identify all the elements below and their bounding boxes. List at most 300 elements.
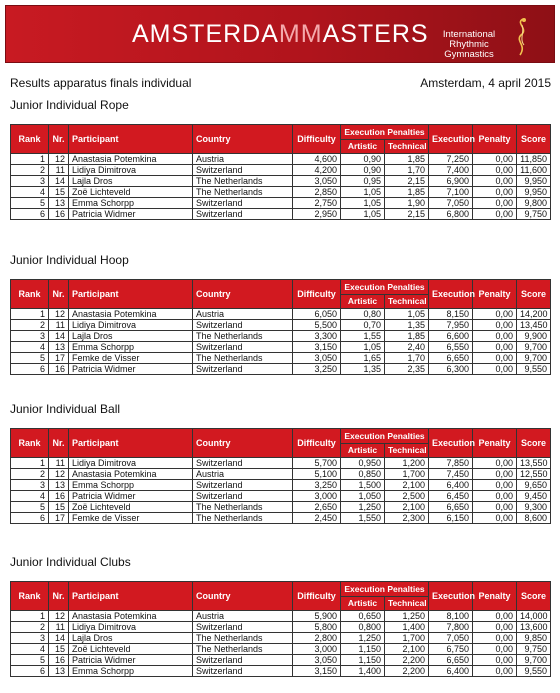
table-cell: 0,00 bbox=[473, 513, 517, 524]
table-cell: 2 bbox=[11, 622, 49, 633]
table-cell: 0,00 bbox=[473, 154, 517, 165]
table-cell: 1,400 bbox=[385, 622, 429, 633]
table-cell: 1,250 bbox=[341, 633, 385, 644]
results-section bbox=[10, 98, 550, 220]
col-difficulty: Difficulty bbox=[293, 429, 341, 458]
col-country: Country bbox=[193, 429, 293, 458]
table-cell: 0,00 bbox=[473, 187, 517, 198]
col-execution: Execution bbox=[429, 280, 473, 309]
col-artistic: Artistic bbox=[341, 139, 385, 154]
table-cell: 6,750 bbox=[429, 644, 473, 655]
table-cell: 9,550 bbox=[517, 666, 551, 677]
table-cell: 0,800 bbox=[341, 622, 385, 633]
table-cell: 0,00 bbox=[473, 655, 517, 666]
table-cell: Zoë Lichteveld bbox=[69, 187, 193, 198]
table-row bbox=[11, 309, 551, 320]
table-cell: 5,700 bbox=[293, 458, 341, 469]
table-cell: 9,800 bbox=[517, 198, 551, 209]
table-row bbox=[11, 342, 551, 353]
table-cell: 11 bbox=[49, 458, 69, 469]
table-cell: 2,200 bbox=[385, 655, 429, 666]
table-cell: 3,150 bbox=[293, 342, 341, 353]
table-cell: Lidiya Dimitrova bbox=[69, 622, 193, 633]
table-cell: 1,35 bbox=[385, 320, 429, 331]
table-cell: 15 bbox=[49, 502, 69, 513]
table-cell: 0,00 bbox=[473, 633, 517, 644]
table-cell: 6,800 bbox=[429, 209, 473, 220]
table-cell: 2,800 bbox=[293, 633, 341, 644]
table-row bbox=[11, 176, 551, 187]
table-cell: 6,650 bbox=[429, 353, 473, 364]
table-cell: 0,00 bbox=[473, 622, 517, 633]
col-participant: Participant bbox=[69, 125, 193, 154]
table-cell: 0,00 bbox=[473, 611, 517, 622]
table-cell: 1,05 bbox=[341, 209, 385, 220]
table-cell: 0,00 bbox=[473, 165, 517, 176]
table-cell: 0,90 bbox=[341, 154, 385, 165]
table-cell: 1,500 bbox=[341, 480, 385, 491]
table-cell: 3 bbox=[11, 633, 49, 644]
table-cell: 6,650 bbox=[429, 502, 473, 513]
table-cell: 0,00 bbox=[473, 176, 517, 187]
table-cell: Anastasia Potemkina bbox=[69, 469, 193, 480]
col-score: Score bbox=[517, 429, 551, 458]
table-cell: 1,05 bbox=[341, 198, 385, 209]
table-cell: The Netherlands bbox=[193, 176, 293, 187]
table-cell: 5,100 bbox=[293, 469, 341, 480]
table-cell: 13 bbox=[49, 480, 69, 491]
table-cell: 2 bbox=[11, 320, 49, 331]
col-technical: Technical bbox=[385, 443, 429, 458]
table-cell: 0,00 bbox=[473, 480, 517, 491]
table-cell: 1,150 bbox=[341, 644, 385, 655]
table-cell: 13,600 bbox=[517, 622, 551, 633]
table-cell: 2,35 bbox=[385, 364, 429, 375]
table-cell: 1,65 bbox=[341, 353, 385, 364]
col-penalty: Penalty bbox=[473, 125, 517, 154]
table-cell: 9,450 bbox=[517, 491, 551, 502]
table-cell: Switzerland bbox=[193, 655, 293, 666]
table-cell: 6,600 bbox=[429, 331, 473, 342]
table-cell: 5,900 bbox=[293, 611, 341, 622]
table-cell: Patricia Widmer bbox=[69, 655, 193, 666]
table-cell: 3 bbox=[11, 176, 49, 187]
table-cell: Lajla Dros bbox=[69, 633, 193, 644]
col-execution: Execution bbox=[429, 125, 473, 154]
table-cell: 13 bbox=[49, 666, 69, 677]
table-cell: 1,250 bbox=[341, 502, 385, 513]
results-table bbox=[10, 581, 551, 677]
table-cell: 6,300 bbox=[429, 364, 473, 375]
col-execution: Execution bbox=[429, 429, 473, 458]
table-cell: Lidiya Dimitrova bbox=[69, 458, 193, 469]
table-cell: 9,750 bbox=[517, 209, 551, 220]
table-cell: 3,050 bbox=[293, 176, 341, 187]
table-cell: 3,150 bbox=[293, 666, 341, 677]
col-artistic: Artistic bbox=[341, 443, 385, 458]
table-cell: 3,050 bbox=[293, 655, 341, 666]
table-cell: 0,00 bbox=[473, 320, 517, 331]
table-cell: 1,35 bbox=[341, 364, 385, 375]
col-rank: Rank bbox=[11, 429, 49, 458]
col-penalty: Penalty bbox=[473, 429, 517, 458]
table-cell: 0,00 bbox=[473, 364, 517, 375]
table-cell: 1,85 bbox=[385, 331, 429, 342]
table-cell: 4 bbox=[11, 644, 49, 655]
section-title: Junior Individual Clubs bbox=[10, 555, 131, 569]
table-cell: 14,200 bbox=[517, 309, 551, 320]
table-cell: 11,850 bbox=[517, 154, 551, 165]
table-cell: 11,600 bbox=[517, 165, 551, 176]
table-cell: 3,250 bbox=[293, 364, 341, 375]
table-cell: Switzerland bbox=[193, 364, 293, 375]
event-logo: AMSTERDAMMASTERS bbox=[132, 20, 429, 48]
table-cell: Lidiya Dimitrova bbox=[69, 165, 193, 176]
table-cell: 7,450 bbox=[429, 469, 473, 480]
table-row bbox=[11, 480, 551, 491]
table-cell: 12 bbox=[49, 309, 69, 320]
table-cell: Emma Schorpp bbox=[69, 342, 193, 353]
table-cell: 9,700 bbox=[517, 353, 551, 364]
table-row bbox=[11, 154, 551, 165]
table-cell: 13,550 bbox=[517, 458, 551, 469]
table-cell: 1,200 bbox=[385, 458, 429, 469]
col-country: Country bbox=[193, 125, 293, 154]
col-execution-penalties: Execution Penalties bbox=[341, 280, 429, 295]
col-country: Country bbox=[193, 280, 293, 309]
table-cell: 9,300 bbox=[517, 502, 551, 513]
brand-text: International Rhythmic Gymnastics bbox=[442, 29, 496, 60]
col-execution-penalties: Execution Penalties bbox=[341, 582, 429, 597]
results-table bbox=[10, 428, 551, 524]
table-cell: Switzerland bbox=[193, 666, 293, 677]
table-cell: 0,00 bbox=[473, 666, 517, 677]
table-cell: 5 bbox=[11, 353, 49, 364]
table-cell: 14 bbox=[49, 176, 69, 187]
table-cell: 11 bbox=[49, 165, 69, 176]
table-row bbox=[11, 187, 551, 198]
table-cell: 1,550 bbox=[341, 513, 385, 524]
table-cell: 1,400 bbox=[341, 666, 385, 677]
table-cell: 7,050 bbox=[429, 198, 473, 209]
table-cell: 1,85 bbox=[385, 154, 429, 165]
table-cell: Femke de Visser bbox=[69, 513, 193, 524]
table-cell: 3 bbox=[11, 331, 49, 342]
table-row bbox=[11, 469, 551, 480]
table-cell: 2 bbox=[11, 469, 49, 480]
table-cell: 4 bbox=[11, 342, 49, 353]
table-cell: 5 bbox=[11, 655, 49, 666]
table-cell: 16 bbox=[49, 209, 69, 220]
table-cell: 1 bbox=[11, 154, 49, 165]
table-cell: 2,500 bbox=[385, 491, 429, 502]
col-penalty: Penalty bbox=[473, 280, 517, 309]
table-cell: 13 bbox=[49, 198, 69, 209]
table-cell: 14 bbox=[49, 331, 69, 342]
event-banner bbox=[5, 5, 555, 63]
section-title: Junior Individual Hoop bbox=[10, 253, 129, 267]
table-cell: 0,00 bbox=[473, 458, 517, 469]
table-cell: Austria bbox=[193, 154, 293, 165]
table-cell: 11 bbox=[49, 622, 69, 633]
table-cell: 0,850 bbox=[341, 469, 385, 480]
table-row bbox=[11, 644, 551, 655]
table-cell: 16 bbox=[49, 364, 69, 375]
col-technical: Technical bbox=[385, 294, 429, 309]
col-score: Score bbox=[517, 125, 551, 154]
table-cell: 0,90 bbox=[341, 165, 385, 176]
table-cell: 12 bbox=[49, 469, 69, 480]
table-cell: 1 bbox=[11, 458, 49, 469]
col-nr: Nr. bbox=[49, 280, 69, 309]
table-cell: 7,850 bbox=[429, 458, 473, 469]
col-nr: Nr. bbox=[49, 125, 69, 154]
col-country: Country bbox=[193, 582, 293, 611]
table-cell: 12 bbox=[49, 611, 69, 622]
table-row bbox=[11, 353, 551, 364]
table-cell: Austria bbox=[193, 469, 293, 480]
results-section bbox=[10, 253, 550, 375]
table-cell: 6,050 bbox=[293, 309, 341, 320]
table-cell: 8,100 bbox=[429, 611, 473, 622]
table-cell: 0,80 bbox=[341, 309, 385, 320]
table-cell: 5 bbox=[11, 502, 49, 513]
table-cell: 0,950 bbox=[341, 458, 385, 469]
table-row bbox=[11, 633, 551, 644]
table-cell: Zoë Lichteveld bbox=[69, 644, 193, 655]
table-cell: 17 bbox=[49, 353, 69, 364]
table-cell: 14 bbox=[49, 633, 69, 644]
table-cell: Austria bbox=[193, 309, 293, 320]
table-row bbox=[11, 611, 551, 622]
col-difficulty: Difficulty bbox=[293, 125, 341, 154]
table-cell: 0,00 bbox=[473, 502, 517, 513]
table-cell: 9,700 bbox=[517, 342, 551, 353]
table-cell: 6,900 bbox=[429, 176, 473, 187]
col-execution-penalties: Execution Penalties bbox=[341, 429, 429, 444]
table-cell: 9,550 bbox=[517, 364, 551, 375]
table-row bbox=[11, 655, 551, 666]
table-cell: Patricia Widmer bbox=[69, 491, 193, 502]
table-row bbox=[11, 622, 551, 633]
table-cell: 9,650 bbox=[517, 480, 551, 491]
table-cell: 14,000 bbox=[517, 611, 551, 622]
table-cell: 9,950 bbox=[517, 176, 551, 187]
table-row bbox=[11, 502, 551, 513]
table-cell: 15 bbox=[49, 187, 69, 198]
table-cell: 1,05 bbox=[341, 342, 385, 353]
table-cell: 2,100 bbox=[385, 644, 429, 655]
col-difficulty: Difficulty bbox=[293, 582, 341, 611]
table-cell: 0,00 bbox=[473, 198, 517, 209]
col-score: Score bbox=[517, 280, 551, 309]
table-cell: 3,250 bbox=[293, 480, 341, 491]
table-cell: 4,200 bbox=[293, 165, 341, 176]
table-cell: Switzerland bbox=[193, 209, 293, 220]
col-participant: Participant bbox=[69, 280, 193, 309]
table-cell: 6 bbox=[11, 513, 49, 524]
table-cell: 3,050 bbox=[293, 353, 341, 364]
table-cell: 5,500 bbox=[293, 320, 341, 331]
col-technical: Technical bbox=[385, 139, 429, 154]
col-execution-penalties: Execution Penalties bbox=[341, 125, 429, 140]
table-cell: 0,70 bbox=[341, 320, 385, 331]
table-cell: 0,00 bbox=[473, 491, 517, 502]
table-cell: The Netherlands bbox=[193, 331, 293, 342]
table-row bbox=[11, 458, 551, 469]
table-cell: 1,90 bbox=[385, 198, 429, 209]
table-cell: The Netherlands bbox=[193, 633, 293, 644]
table-cell: Switzerland bbox=[193, 320, 293, 331]
results-table bbox=[10, 279, 551, 375]
table-cell: Switzerland bbox=[193, 491, 293, 502]
table-row bbox=[11, 331, 551, 342]
col-artistic: Artistic bbox=[341, 596, 385, 611]
results-title: Results apparatus finals individual bbox=[10, 76, 192, 90]
table-cell: 0,00 bbox=[473, 353, 517, 364]
table-cell: Emma Schorpp bbox=[69, 480, 193, 491]
section-title: Junior Individual Ball bbox=[10, 402, 121, 416]
table-cell: 2,450 bbox=[293, 513, 341, 524]
table-cell: 9,950 bbox=[517, 187, 551, 198]
table-cell: 6 bbox=[11, 209, 49, 220]
place-date: Amsterdam, 4 april 2015 bbox=[420, 76, 551, 90]
table-cell: 9,900 bbox=[517, 331, 551, 342]
table-cell: 1 bbox=[11, 309, 49, 320]
table-row bbox=[11, 209, 551, 220]
table-cell: 0,00 bbox=[473, 309, 517, 320]
col-score: Score bbox=[517, 582, 551, 611]
table-cell: 1,700 bbox=[385, 633, 429, 644]
col-execution: Execution bbox=[429, 582, 473, 611]
table-cell: 7,400 bbox=[429, 165, 473, 176]
results-table bbox=[10, 124, 551, 220]
table-row bbox=[11, 666, 551, 677]
table-cell: 2,15 bbox=[385, 176, 429, 187]
table-cell: 15 bbox=[49, 644, 69, 655]
table-cell: 1,55 bbox=[341, 331, 385, 342]
table-cell: 1 bbox=[11, 611, 49, 622]
results-section bbox=[10, 402, 550, 524]
table-cell: 2,100 bbox=[385, 502, 429, 513]
table-cell: 12 bbox=[49, 154, 69, 165]
table-cell: Switzerland bbox=[193, 165, 293, 176]
table-cell: 6,150 bbox=[429, 513, 473, 524]
table-cell: 2,750 bbox=[293, 198, 341, 209]
table-cell: 7,800 bbox=[429, 622, 473, 633]
table-cell: 6,650 bbox=[429, 655, 473, 666]
table-cell: 8,150 bbox=[429, 309, 473, 320]
table-cell: 1,700 bbox=[385, 469, 429, 480]
table-cell: 4 bbox=[11, 187, 49, 198]
table-cell: Zoë Lichteveld bbox=[69, 502, 193, 513]
table-cell: 0,00 bbox=[473, 342, 517, 353]
table-row bbox=[11, 491, 551, 502]
results-section bbox=[10, 555, 550, 677]
col-nr: Nr. bbox=[49, 429, 69, 458]
table-cell: Femke de Visser bbox=[69, 353, 193, 364]
col-rank: Rank bbox=[11, 582, 49, 611]
table-cell: 1,05 bbox=[385, 309, 429, 320]
table-cell: 7,050 bbox=[429, 633, 473, 644]
col-rank: Rank bbox=[11, 125, 49, 154]
table-cell: 1,70 bbox=[385, 165, 429, 176]
table-row bbox=[11, 165, 551, 176]
table-cell: Switzerland bbox=[193, 198, 293, 209]
table-cell: 1,250 bbox=[385, 611, 429, 622]
table-cell: 2,15 bbox=[385, 209, 429, 220]
table-cell: Switzerland bbox=[193, 342, 293, 353]
table-cell: 0,00 bbox=[473, 331, 517, 342]
table-cell: 2,100 bbox=[385, 480, 429, 491]
table-cell: 1,05 bbox=[341, 187, 385, 198]
table-cell: The Netherlands bbox=[193, 644, 293, 655]
table-row bbox=[11, 320, 551, 331]
col-penalty: Penalty bbox=[473, 582, 517, 611]
table-cell: Patricia Widmer bbox=[69, 364, 193, 375]
table-cell: 16 bbox=[49, 491, 69, 502]
table-cell: 5,800 bbox=[293, 622, 341, 633]
table-cell: 0,00 bbox=[473, 469, 517, 480]
col-nr: Nr. bbox=[49, 582, 69, 611]
table-cell: 4 bbox=[11, 491, 49, 502]
table-cell: 0,00 bbox=[473, 644, 517, 655]
gymnast-ribbon-icon bbox=[511, 15, 533, 59]
table-row bbox=[11, 198, 551, 209]
table-cell: 6,400 bbox=[429, 666, 473, 677]
table-cell: 7,250 bbox=[429, 154, 473, 165]
table-cell: 6,400 bbox=[429, 480, 473, 491]
table-cell: The Netherlands bbox=[193, 353, 293, 364]
table-cell: 2 bbox=[11, 165, 49, 176]
table-cell: 1,70 bbox=[385, 353, 429, 364]
table-cell: 2,300 bbox=[385, 513, 429, 524]
col-participant: Participant bbox=[69, 429, 193, 458]
table-cell: The Netherlands bbox=[193, 187, 293, 198]
table-cell: 3,000 bbox=[293, 491, 341, 502]
table-cell: Emma Schorpp bbox=[69, 666, 193, 677]
col-participant: Participant bbox=[69, 582, 193, 611]
table-cell: Switzerland bbox=[193, 622, 293, 633]
table-cell: 6,550 bbox=[429, 342, 473, 353]
col-difficulty: Difficulty bbox=[293, 280, 341, 309]
table-cell: 9,750 bbox=[517, 644, 551, 655]
table-cell: 1,150 bbox=[341, 655, 385, 666]
table-cell: 6 bbox=[11, 364, 49, 375]
section-title: Junior Individual Rope bbox=[10, 98, 129, 112]
table-cell: Anastasia Potemkina bbox=[69, 154, 193, 165]
table-cell: 5 bbox=[11, 198, 49, 209]
table-cell: 11 bbox=[49, 320, 69, 331]
table-cell: Lajla Dros bbox=[69, 176, 193, 187]
table-cell: 0,00 bbox=[473, 209, 517, 220]
table-cell: 17 bbox=[49, 513, 69, 524]
table-cell: 3,000 bbox=[293, 644, 341, 655]
table-cell: 2,650 bbox=[293, 502, 341, 513]
table-cell: 12,550 bbox=[517, 469, 551, 480]
col-artistic: Artistic bbox=[341, 294, 385, 309]
table-cell: 1,85 bbox=[385, 187, 429, 198]
table-cell: 6 bbox=[11, 666, 49, 677]
table-cell: 3,300 bbox=[293, 331, 341, 342]
table-cell: Lidiya Dimitrova bbox=[69, 320, 193, 331]
table-cell: 2,200 bbox=[385, 666, 429, 677]
table-cell: Anastasia Potemkina bbox=[69, 611, 193, 622]
table-cell: Lajla Dros bbox=[69, 331, 193, 342]
table-cell: 2,40 bbox=[385, 342, 429, 353]
table-cell: 2,950 bbox=[293, 209, 341, 220]
table-cell: 0,95 bbox=[341, 176, 385, 187]
